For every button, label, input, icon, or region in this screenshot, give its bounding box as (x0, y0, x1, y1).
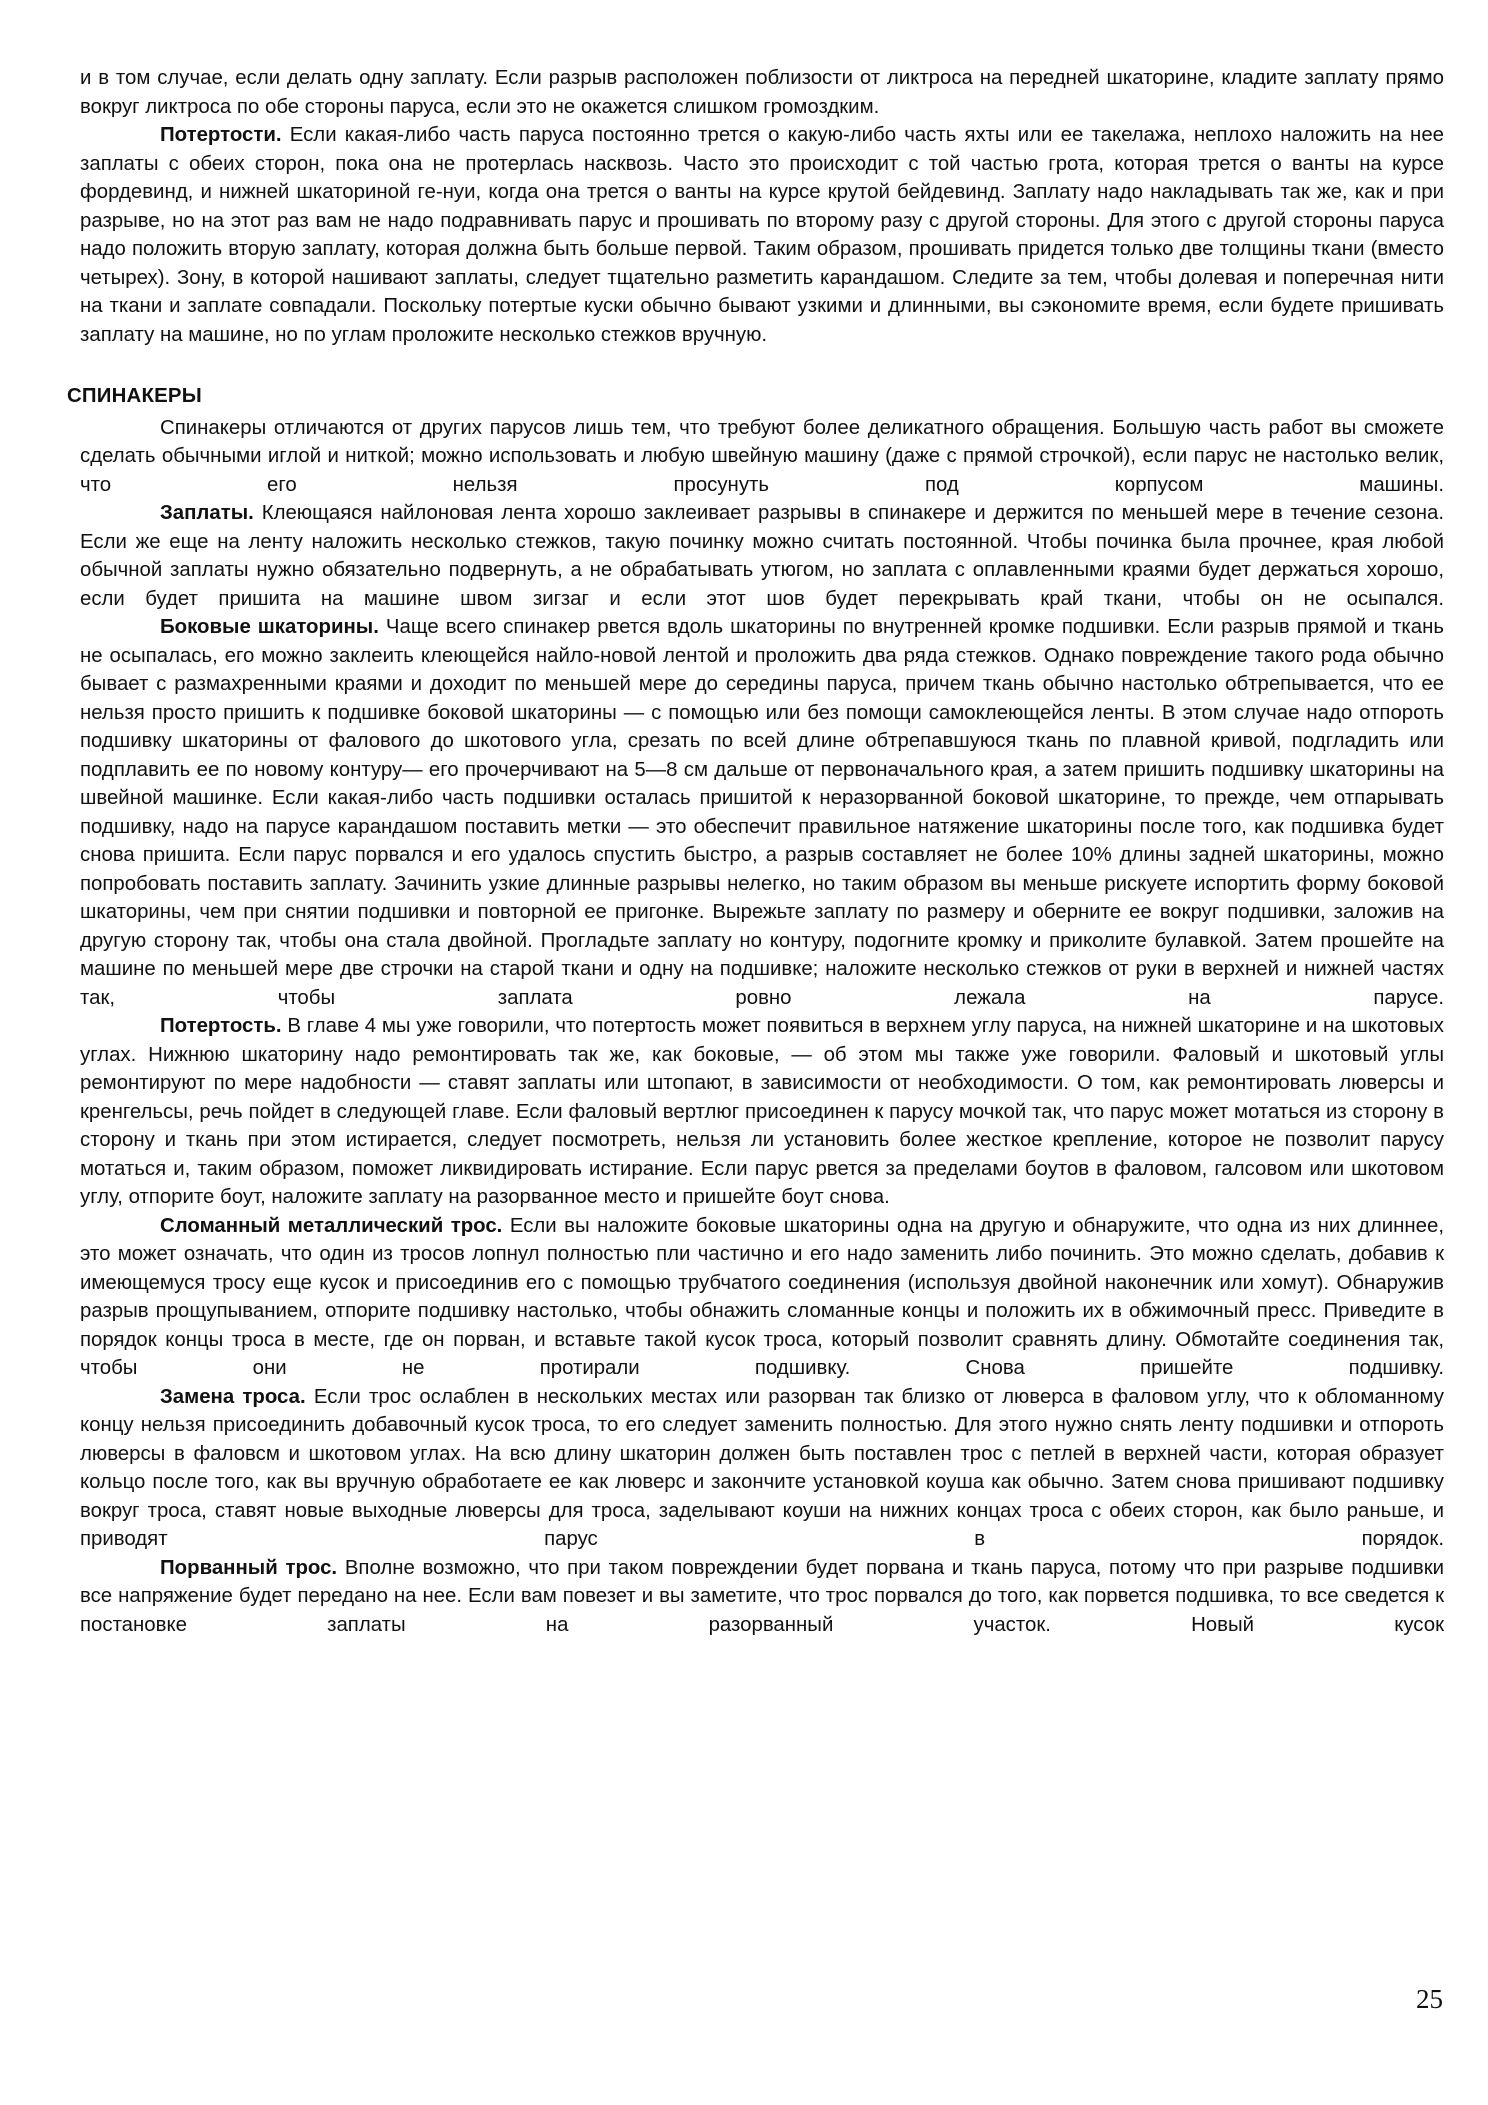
paragraph-text: Вполне возможно, что при таком повреждении будет порвана и ткань паруса, потому что при разрыве подшивки все напряжение будет передано на нее. Если вам повезет и вы заметите, что трос порвался до того, как порвется подшивка, то все сведется к постановке заплаты на разорванный участок. Новый кусок (80, 1556, 1445, 1636)
paragraph-spinnaker-intro (80, 414, 1444, 500)
page-number: 25 (1416, 1984, 1443, 2014)
run-in-heading: Замена троса. (160, 1385, 306, 1408)
run-in-heading: Сломанный металлический трос. (160, 1214, 503, 1237)
paragraph-text: Если какая-либо часть паруса постоянно трется о какую-либо часть яхты или ее такелажа, неплохо наложить на нее заплаты с обеих сторон, пока она не протерлась насквозь. Часто это происходит с той частью грота, которая трется о ванты на курсе фордевинд, и нижней шкаториной ге-нуи, когда она трется о ванты на курсе крутой бейдевинд. Заплату надо накладывать так же, как и при разрыве, но на этот раз вам не надо подравнивать парус и прошивать по второму разу с другой стороны. Для этого с другой стороны паруса надо положить вторую заплату, которая должна быть больше первой. Таким образом, прошивать придется только две толщины ткани (вместо четырех). Зону, в которой нашивают заплаты, следует тщательно разметить карандашом. Следите за тем, чтобы долевая и поперечная нити на ткани и заплате совпадали. Поскольку потертые куски обычно бывают узкими и длинными, вы сэкономите время, если будете пришивать заплату на машине, но по углам проложите несколько стежков вручную. (80, 124, 1444, 346)
section-heading: СПИНАКЕРЫ (67, 385, 202, 407)
paragraph-text: Клеющаяся найлоновая лента хорошо заклеивает разрывы в спинакере и держится по меньшей мере в течение сезона. Если же еще на ленту наложить несколько стежков, такую починку можно считать постоянной. Чтобы починка была прочнее, края любой обычной заплаты нужно обязательно подвернуть, а не обрабатывать утюгом, но заплата с оплавленными краями будет держаться хорошо, если будет пришита на машине швом зигзаг и если этот шов будет перекрывать край ткани, чтобы он не осыпался. (80, 502, 1444, 610)
run-in-heading: Порванный трос. (160, 1556, 338, 1579)
paragraph-broken-wire (80, 1212, 1444, 1383)
run-in-heading: Боковые шкаторины. (160, 616, 379, 638)
paragraph-side-leeches (80, 613, 1444, 1012)
paragraph-text: и в том случае, если делать одну заплату. Если разрыв расположен поблизости от ликтроса на передней шкаторине, кладите заплату прямо вокруг ликтроса по обе стороны паруса, если это не окажется слишком громоздким. (80, 67, 1444, 118)
paragraph-torn-wire (80, 1554, 1444, 1640)
paragraph-abrasion (80, 121, 1444, 349)
paragraph-text: Если вы наложите боковые шкаторины одна на другую и обнаружите, что одна из них длиннее, это может означать, что один из тросов лопнул полностью пли частично и его надо заменить либо починить. Это можно сделать, добавив к имеющемуся тросу еще кусок и присоединив его с помощью трубчатого соединения (используя двойной наконечник или хомут). Обнаружив разрыв прощупыванием, отпорите подшивку настолько, чтобы обнажить сломанные концы и положить их в обжимочный пресс. Приведите в порядок концы троса в месте, где он порван, и вставьте такой кусок троса, который позволит сравнять длину. Обмотайте соединения так, чтобы они не протирали подшивку. Снова пришейте подшивку. (80, 1214, 1444, 1379)
paragraph-text: Если трос ослаблен в нескольких местах или разорван так близко от люверса в фаловом углу, что к обломанному концу нельзя присоединить добавочный кусок троса, то его следует заменить полностью. Для этого нужно снять ленту подшивки и отпороть люверсы в фаловсм и шкотовом углах. На всю длину шкаторин должен быть поставлен трос с петлей в верхней части, которая образует кольцо после того, как вы вручную обработаете ее как люверс и закончите установкой коуша как обычно. Затем снова пришивают подшивку вокруг троса, ставят новые выходные люверсы для троса, заделывают коуши на нижних концах троса с обеих сторон, как было раньше, и приводят парус в порядок. (80, 1385, 1444, 1550)
paragraph-chafe (80, 1012, 1444, 1212)
document-page (67, 64, 1445, 1639)
paragraph-wire-replacement (80, 1383, 1444, 1554)
paragraph-text: Чаще всего спинакер рвется вдоль шкаторины по внутренней кромке подшивки. Если разрыв прямой и ткань не осыпалась, его можно заклеить клеющейся найло-новой лентой и проложить два ряда стежков. Однако повреждение такого рода обычно бывает с размахренными краями и доходит по меньшей мере до середины паруса, причем ткань обычно настолько обтрепывается, что ее нельзя просто пришить к подшивке боковой шкаторины — с помощью или без помощи самоклеющейся ленты. В этом случае надо отпороть подшивку шкаторины от фалового до шкотового угла, срезать по всей длине обтрепавшуюся ткань по плавной кривой, подгладить или подплавить ее по новому контуру— его прочерчивают на 5—8 см дальше от первоначального края, а затем пришить подшивку шкаторины на швейной машинке. Если какая-либо часть подшивки осталась пришитой к неразорванной боковой шкаторине, то прежде, чем отпарывать подшивку, надо на парусе карандашом поставить метки — это обеспечит правильное натяжение шкаторины после того, как подшивка будет снова пришита. Если парус порвался и его удалось спустить быстро, а разрыв составляет не более 10% длины задней шкаторины, можно попробовать поставить заплату. Зачинить узкие длинные разрывы нелегко, но таким образом вы меньше рискуете испортить форму боковой шкаторины, чем при снятии подшивки и повторной ее пригонке. Вырежьте заплату по размеру и оберните ее вокруг подшивки, заложив на другую сторону так, чтобы она стала двойной. Прогладьте заплату но контуру, подогните кромку и приколите булавкой. Затем прошейте на машине по меньшей мере две строчки на старой ткани и одну на подшивке; наложите несколько стежков от руки в верхней и нижней частях так, чтобы заплата ровно лежала на парусе. (80, 616, 1444, 1009)
run-in-heading: Потертость. (160, 1015, 282, 1037)
paragraph-text: Спинакеры отличаются от других парусов лишь тем, что требуют более деликатного обращения. Большую часть работ вы сможете сделать обычными иглой и ниткой; можно использовать и любую швейную машину (даже с прямой строчкой), если парус не настолько велик, что его нельзя просунуть под корпусом машины. (80, 416, 1444, 496)
paragraph-patches (80, 499, 1444, 613)
paragraph-continuation (80, 64, 1444, 121)
run-in-heading: Заплаты. (160, 502, 254, 524)
run-in-heading: Потертости. (160, 124, 282, 146)
paragraph-text: В главе 4 мы уже говорили, что потертость может появиться в верхнем углу паруса, на нижней шкаторине и на шкотовых углах. Нижнюю шкаторину надо ремонтировать так же, как боковые, — об этом мы также уже говорили. Фаловый и шкотовый углы ремонтируют по мере надобности — ставят заплаты или штопают, в зависимости от необходимости. О том, как ремонтировать люверсы и кренгельсы, речь пойдет в следующей главе. Если фаловый вертлюг присоединен к парусу мочкой так, что парус может мотаться из сторону в сторону и ткань при этом истирается, следует посмотреть, нельзя ли установить более жесткое крепление, которое не позволит парусу мотаться и, таким образом, поможет ликвидировать истирание. Если парус рвется за пределами боутов в фаловом, галсовом или шкотовом углу, отпорите боут, наложите заплату на разорванное место и пришейте боут снова. (80, 1015, 1444, 1208)
